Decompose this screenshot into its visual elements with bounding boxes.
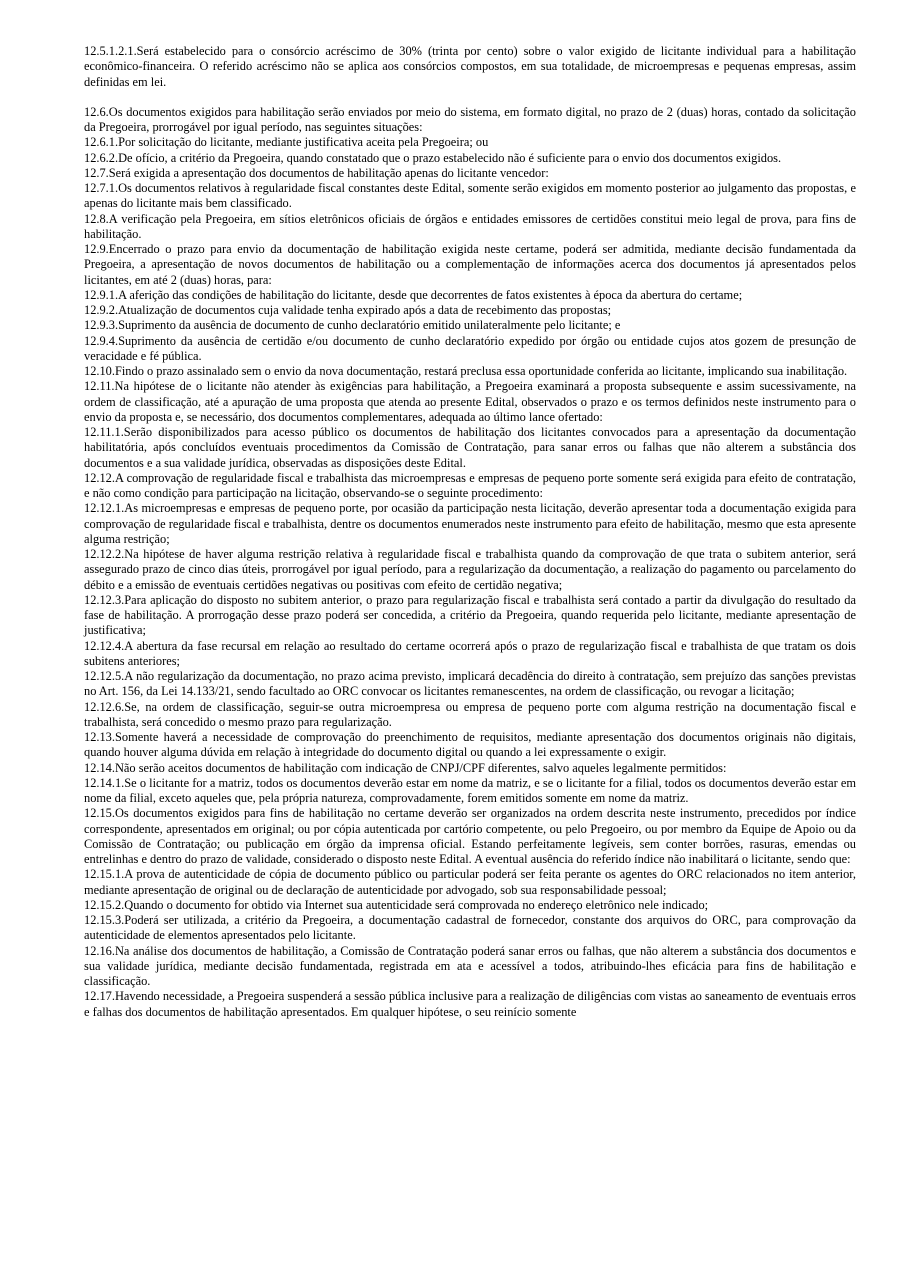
clause-12-15-3: 12.15.3.Poderá ser utilizada, a critério da Pregoeira, a documentação cadastral de fornecedor, constante dos arquivos do ORC, para comprovação da autenticidade de elementos apresentados pelo licitante. — [84, 913, 856, 943]
paragraph-gap — [84, 90, 856, 105]
clause-12-6-2: 12.6.2.De ofício, a critério da Pregoeira, quando constatado que o prazo estabelecido não é suficiente para o envio dos documentos exigidos. — [84, 150, 782, 165]
clause-12-16: 12.16.Na análise dos documentos de habilitação, a Comissão de Contratação poderá sanar erros ou falhas, que não alterem a substância dos documentos e sua validade jurídica, mediante decisão fundamentada, registrada em ata e acessível a todos, atribuindo-lhes eficácia para fins de habilitação e classificação. — [84, 943, 856, 988]
clause-12-10: 12.10.Findo o prazo assinalado sem o envio da nova documentação, restará preclusa essa oportunidade conferida ao licitante, implicando sua inabilitação. — [84, 364, 848, 378]
clause-12-8: 12.8.A verificação pela Pregoeira, em sítios eletrônicos oficiais de órgãos e entidades emissores de certidões constitui meio legal de prova, para fins de habilitação. — [84, 211, 856, 241]
clause-12-13: 12.13.Somente haverá a necessidade de comprovação do preenchimento de requisitos, mediante apresentação dos documentos originais não digitais, quando houver alguma dúvida em relação à integridade do documento digital ou quando a lei expressamente o exigir. — [84, 730, 856, 760]
clause-12-9-3: 12.9.3.Suprimento da ausência de documento de cunho declaratório emitido unilateralmente pelo licitante; e — [84, 318, 621, 333]
clause-12-15-1: 12.15.1.A prova de autenticidade de cópia de documento público ou particular poderá ser feita perante os agentes do ORC relacionados no item anterior, mediante apresentação de original ou de declaração de autenticidade por advogado, sob sua responsabilidade pessoal; — [84, 867, 856, 897]
clause-12-12-5: 12.12.5.A não regularização da documentação, no prazo acima previsto, implicará decadência do direito à contratação, sem prejuízo das sanções previstas no Art. 156, da Lei 14.133/21, sendo facultado ao ORC convocar os licitantes remanescentes, na ordem de classificação, ou revogar a licitação; — [84, 669, 856, 699]
clause-12-12-3: 12.12.3.Para aplicação do disposto no subitem anterior, o prazo para regularização fiscal e trabalhista será contado a partir da divulgação do resultado da fase de habilitação. A prorrogação desse prazo poderá ser concedida, a critério da Pregoeira, quando requerida pelo licitante, mediante apresentação de justificativa; — [84, 592, 856, 638]
clause-12-11: 12.11.Na hipótese de o licitante não atender às exigências para habilitação, a Pregoeira examinará a proposta subsequente e assim sucessivamente, na ordem de classificação, até a apuração de uma proposta que atenda ao presente Edital, observados o prazo e os termos definidos neste instrumento para o envio da proposta e, se necessário, dos documentos complementares, adequada ao último lance ofertado: — [84, 379, 856, 424]
clause-12-12-4: 12.12.4.A abertura da fase recursal em relação ao resultado do certame ocorrerá após o prazo de regularização fiscal e trabalhista de que tratam os dois subitens anteriores; — [84, 638, 856, 668]
clause-12-14-1: 12.14.1.Se o licitante for a matriz, todos os documentos deverão estar em nome da matriz, e se o licitante for a filial, todos os documentos deverão estar em nome da filial, exceto aqueles que, pela própria natureza, comprovadamente, forem emitidos somente em nome da matriz. — [84, 775, 856, 805]
clause-12-14: 12.14.Não serão aceitos documentos de habilitação com indicação de CNPJ/CPF diferentes, salvo aqueles legalmente permitidos: — [84, 760, 727, 775]
clause-12-9: 12.9.Encerrado o prazo para envio da documentação de habilitação exigida neste certame, poderá ser admitida, mediante decisão fundamentada da Pregoeira, a apresentação de novos documentos de habilitação ou a complementação de informações acerca dos documentos já apresentados pelos licitantes, em até 2 (duas) horas, para: — [84, 242, 856, 287]
clause-12-9-2: 12.9.2.Atualização de documentos cuja validade tenha expirado após a data de recebimento das propostas; — [84, 303, 612, 317]
clause-12-6-1: 12.6.1.Por solicitação do licitante, mediante justificativa aceita pela Pregoeira; ou — [84, 135, 489, 150]
clause-12-12: 12.12.A comprovação de regularidade fiscal e trabalhista das microempresas e empresas de pequeno porte somente será exigida para efeito de contratação, e não como condição para participação na licitação, observando-se o seguinte procedimento: — [84, 470, 856, 500]
clause-12-12-1: 12.12.1.As microempresas e empresas de pequeno porte, por ocasião da participação nesta licitação, deverão apresentar toda a documentação exigida para comprovação de regularidade fiscal e trabalhista, dentre os documentos enumerados neste instrumento para efeito de habilitação, mesmo que esta apresente alguma restrição; — [84, 501, 856, 546]
clause-12-9-4: 12.9.4.Suprimento da ausência de certidão e/ou documento de cunho declaratório expedido por órgão ou entidade cujos atos gozem de presunção de veracidade e fé pública. — [84, 333, 856, 363]
clause-12-12-2: 12.12.2.Na hipótese de haver alguma restrição relativa à regularidade fiscal e trabalhista quando da comprovação de que trata o subitem anterior, será assegurado prazo de cinco dias úteis, prorrogável por igual período, para a regularização da documentação, a realização do pagamento ou parcelamento do débito e a emissão de eventuais certidões negativas ou positivas com efeito de certidão negativa; — [84, 547, 856, 592]
clause-12-7-1: 12.7.1.Os documentos relativos à regularidade fiscal constantes deste Edital, somente serão exigidos em momento posterior ao julgamento das propostas, e apenas do licitante mais bem classificado. — [84, 181, 856, 211]
clause-12-7: 12.7.Será exigida a apresentação dos documentos de habilitação apenas do licitante vencedor: — [84, 165, 549, 180]
clause-12-11-1: 12.11.1.Serão disponibilizados para acesso público os documentos de habilitação dos licitantes convocados para a apresentação da documentação habilitatória, após concluídos eventuais procedimentos da Comissão de Contratação, para sanar erros ou falhas que não alterem a substância dos documentos e a sua validade jurídica, observadas as disposições deste Edital. — [84, 425, 856, 470]
clause-12-17: 12.17.Havendo necessidade, a Pregoeira suspenderá a sessão pública inclusive para a realização de diligências com vistas ao saneamento de eventuais erros e falhas dos documentos de habilitação apresentados. Em qualquer hipótese, o seu reinício somente — [84, 989, 856, 1019]
clause-12-15: 12.15.Os documentos exigidos para fins de habilitação no certame deverão ser organizados na ordem descrita neste instrumento, precedidos por índice correspondente, apresentados em original; ou por cópia autenticada por cartório competente, ou pelo Pregoeiro, ou por membro da Equipe de Apoio ou da Comissão de Contratação; ou publicação em órgão da imprensa oficial. Estando perfeitamente legíveis, sem conter borrões, rasuras, emendas ou entrelinhas e dentro do prazo de validade, considerado o disposto neste Edital. A eventual ausência do referido índice não inabilitará o licitante, sendo que: — [84, 806, 856, 866]
clause-12-15-2: 12.15.2.Quando o documento for obtido via Internet sua autenticidade será comprovada no endereço eletrônico nele indicado; — [84, 897, 709, 912]
clause-12-5-1-2-1: 12.5.1.2.1.Será estabelecido para o consórcio acréscimo de 30% (trinta por cento) sobre o valor exigido de licitante individual para a habilitação econômico-financeira. O referido acréscimo não se aplica aos consórcios compostos, em sua totalidade, de microempresas e pequenas empresas, assim definidas em lei. — [84, 44, 856, 89]
clause-12-9-1: 12.9.1.A aferição das condições de habilitação do licitante, desde que decorrentes de fatos existentes à época da abertura do certame; — [84, 287, 743, 302]
clause-12-6: 12.6.Os documentos exigidos para habilitação serão enviados por meio do sistema, em formato digital, no prazo de 2 (duas) horas, contado da solicitação da Pregoeira, prorrogável por igual período, nas seguintes situações: — [84, 104, 856, 134]
clause-12-12-6: 12.12.6.Se, na ordem de classificação, seguir-se outra microempresa ou empresa de pequeno porte com alguma restrição na documentação fiscal e trabalhista, será concedido o mesmo prazo para regularização. — [84, 699, 856, 729]
